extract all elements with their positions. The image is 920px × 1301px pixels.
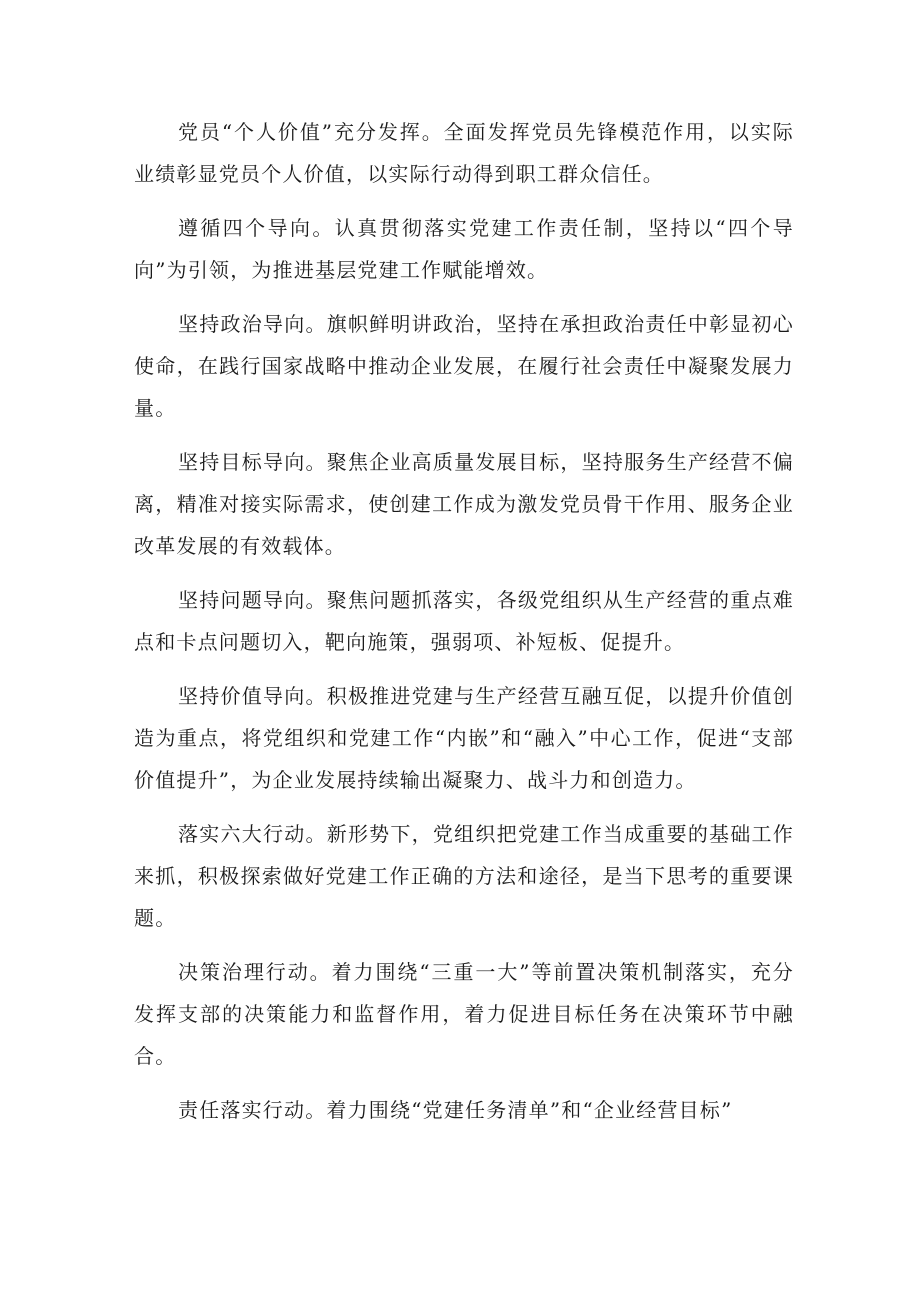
paragraph-responsibility-implementation: 责任落实行动。着力围绕“党建任务清单”和“企业经营目标” [178,1098,733,1122]
document-body [134,111,794,1143]
paragraph-goal-orientation: 坚持目标导向。聚焦企业高质量发展目标，坚持服务生产经营不偏离，精准对接实际需求，使创建工作成为激发党员骨干作用、服务企业改革发展的有效载体。 [134,450,794,558]
paragraph-value-orientation: 坚持价值导向。积极推进党建与生产经营互融互促，以提升价值创造为重点，将党组织和党建工作“内嵌”和“融入”中心工作，促进“支部价值提升”，为企业发展持续输出凝聚力、战斗力和创造力。 [134,684,794,792]
paragraph-four-orientations: 遵循四个导向。认真贯彻落实党建工作责任制，坚持以“四个导向”为引领，为推进基层党建工作赋能增效。 [134,216,794,282]
paragraph-political-orientation: 坚持政治导向。旗帜鲜明讲政治，坚持在承担政治责任中彰显初心使命，在践行国家战略中推动企业发展，在履行社会责任中凝聚发展力量。 [134,312,794,420]
paragraph-personal-value: 党员“个人价值”充分发挥。全面发挥党员先锋模范作用，以实际业绩彰显党员个人价值，以实际行动得到职工群众信任。 [134,120,794,186]
paragraph-decision-governance: 决策治理行动。着力围绕“三重一大”等前置决策机制落实，充分发挥支部的决策能力和监督作用，着力促进目标任务在决策环节中融合。 [134,960,794,1068]
paragraph-problem-orientation: 坚持问题导向。聚焦问题抓落实，各级党组织从生产经营的重点难点和卡点问题切入，靶向施策，强弱项、补短板、促提升。 [134,588,794,654]
paragraph-six-actions: 落实六大行动。新形势下，党组织把党建工作当成重要的基础工作来抓，积极探索做好党建工作正确的方法和途径，是当下思考的重要课题。 [134,822,794,930]
